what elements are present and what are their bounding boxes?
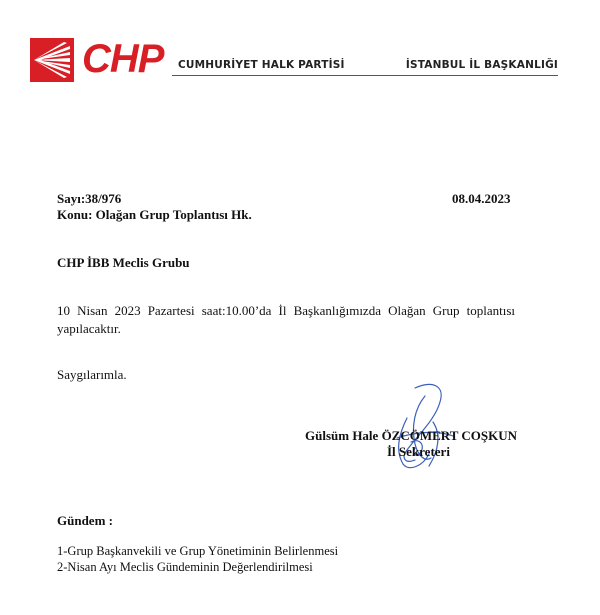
office-name: İSTANBUL İL BAŞKANLIĞI (405, 59, 558, 71)
recipient: CHP İBB Meclis Grubu (57, 255, 190, 270)
agenda-item: 2-Nisan Ayı Meclis Gündeminin Değerlendirilmesi (57, 560, 313, 574)
reference-number: Sayı:38/976 (57, 191, 122, 206)
agenda-item: 1-Grup Başkanvekili ve Grup Yönetiminin Belirlenmesi (57, 544, 339, 558)
signatory-name: Gülsüm Hale ÖZCÖMERT COŞKUN (305, 428, 518, 443)
letterhead (0, 0, 600, 100)
party-name: CUMHURİYET HALK PARTİSİ (178, 59, 345, 71)
six-arrows-emblem-icon (30, 38, 74, 82)
subject-line: Konu: Olağan Grup Toplantısı Hk. (57, 207, 252, 222)
document-date: 08.04.2023 (452, 191, 511, 206)
signatory-title: İl Sekreteri (387, 444, 450, 459)
chp-logo (30, 38, 166, 82)
body-paragraph: 10 Nisan 2023 Pazartesi saat:10.00’da İl Başkanlığımızda Olağan Grup toplantısı yapılacaktır. (57, 303, 515, 336)
agenda-heading: Gündem : (57, 513, 113, 528)
closing: Saygılarımla. (57, 367, 127, 382)
letterhead-divider (172, 75, 558, 76)
logo-text: CHP (82, 37, 164, 81)
